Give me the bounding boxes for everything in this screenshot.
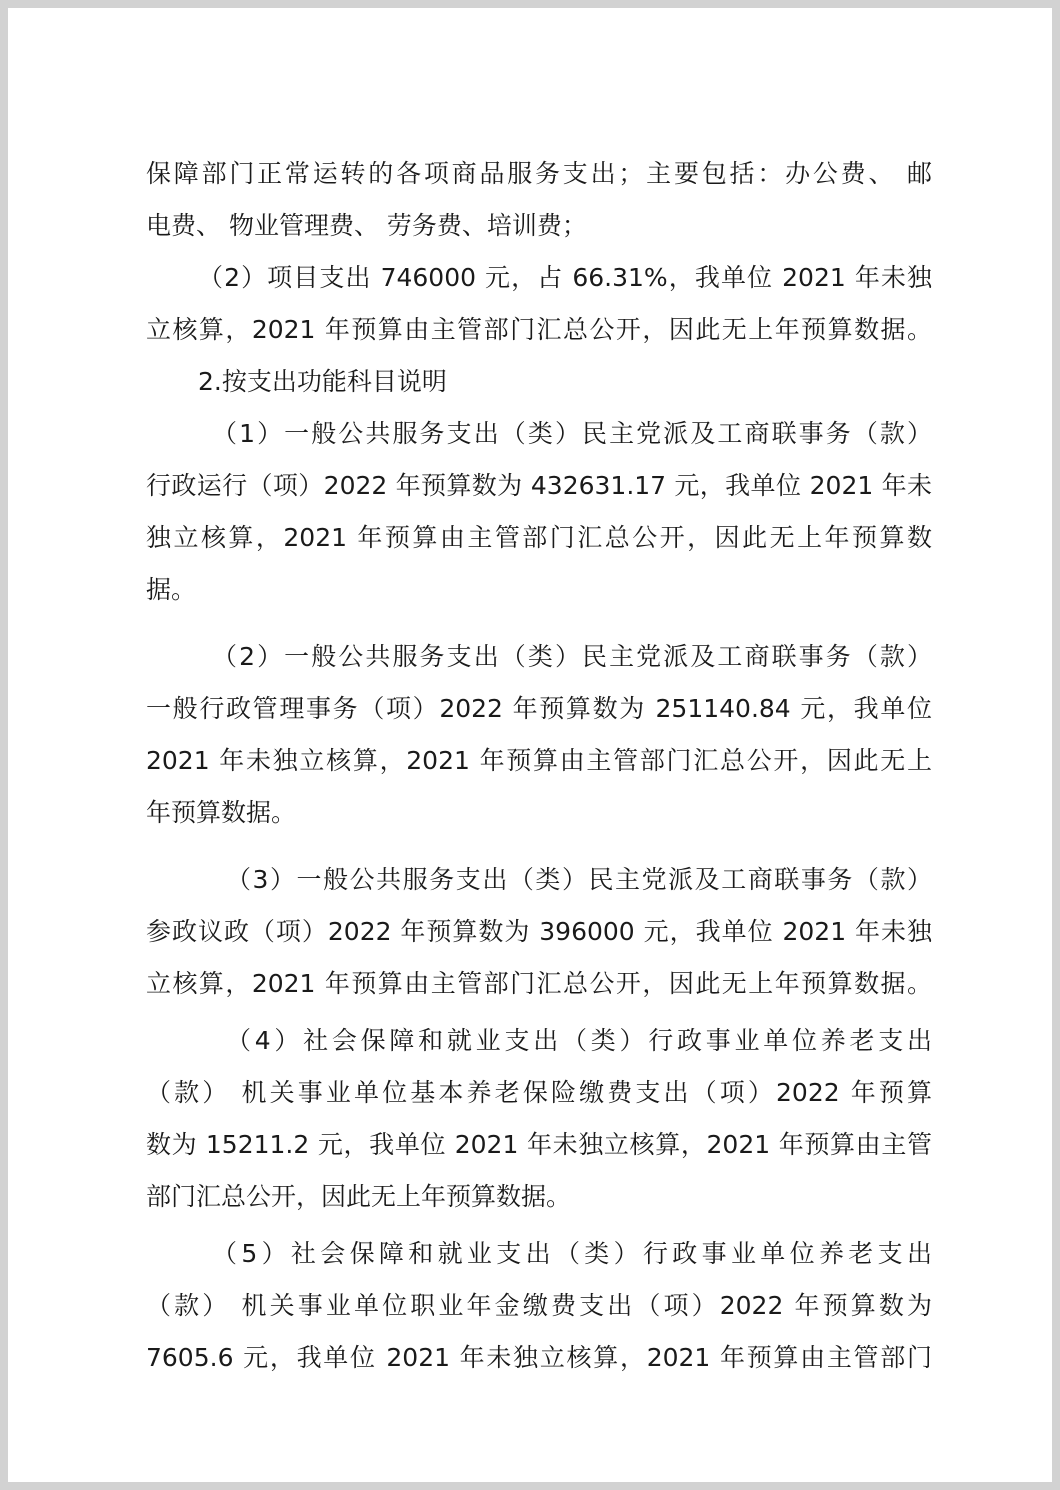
- paragraph-item-3: [146, 854, 932, 1010]
- paragraph-item-4: [146, 1015, 932, 1223]
- text-line: 立核算，2021 年预算由主管部门汇总公开，因此无上年预算数据。: [146, 969, 932, 998]
- text-line: 行政运行（项）2022 年预算数为 432631.17 元，我单位 2021 年未: [146, 471, 932, 500]
- section-heading: 2.按支出功能科目说明: [198, 367, 447, 396]
- text-line: 年预算数据。: [146, 798, 297, 827]
- text-line: 立核算，2021 年预算由主管部门汇总公开，因此无上年预算数据。: [146, 315, 932, 344]
- paragraph-project-expenditure: [146, 252, 932, 356]
- text-line: 2021 年未独立核算，2021 年预算由主管部门汇总公开，因此无上: [146, 746, 932, 775]
- text-line: （2）项目支出 746000 元，占 66.31%，我单位 2021 年未独: [198, 263, 932, 292]
- text-line: （款） 机关事业单位职业年金缴费支出（项）2022 年预算数为: [146, 1291, 932, 1320]
- text-line: 参政议政（项）2022 年预算数为 396000 元，我单位 2021 年未独: [146, 917, 932, 946]
- paragraph-item-1: [146, 408, 932, 616]
- text-line: （4）社会保障和就业支出（类）行政事业单位养老支出: [226, 1026, 932, 1055]
- text-line: 一般行政管理事务（项）2022 年预算数为 251140.84 元，我单位: [146, 694, 932, 723]
- text-line: 保障部门正常运转的各项商品服务支出；主要包括：办公费、 邮: [146, 159, 932, 188]
- paragraph-item-2: [146, 631, 932, 839]
- text-line: 电费、 物业管理费、 劳务费、培训费；: [146, 211, 587, 240]
- text-line: 部门汇总公开，因此无上年预算数据。: [146, 1182, 572, 1211]
- text-line: 据。: [146, 575, 197, 604]
- paragraph-item-5: [146, 1228, 932, 1384]
- document-body: [146, 148, 932, 1384]
- text-line: （2）一般公共服务支出（类）民主党派及工商联事务（款）: [212, 642, 932, 671]
- text-line: 数为 15211.2 元，我单位 2021 年未独立核算，2021 年预算由主管: [146, 1130, 932, 1159]
- text-line: （5）社会保障和就业支出（类）行政事业单位养老支出: [212, 1239, 932, 1268]
- text-line: （款） 机关事业单位基本养老保险缴费支出（项）2022 年预算: [146, 1078, 932, 1107]
- text-line: （3）一般公共服务支出（类）民主党派及工商联事务（款）: [226, 865, 932, 894]
- text-line: 独立核算，2021 年预算由主管部门汇总公开，因此无上年预算数: [146, 523, 932, 552]
- section-heading-functional-classification: [146, 356, 932, 408]
- paragraph-commodity-services: [146, 148, 932, 252]
- text-line: （1）一般公共服务支出（类）民主党派及工商联事务（款）: [212, 419, 932, 448]
- text-line: 7605.6 元，我单位 2021 年未独立核算，2021 年预算由主管部门: [146, 1343, 932, 1372]
